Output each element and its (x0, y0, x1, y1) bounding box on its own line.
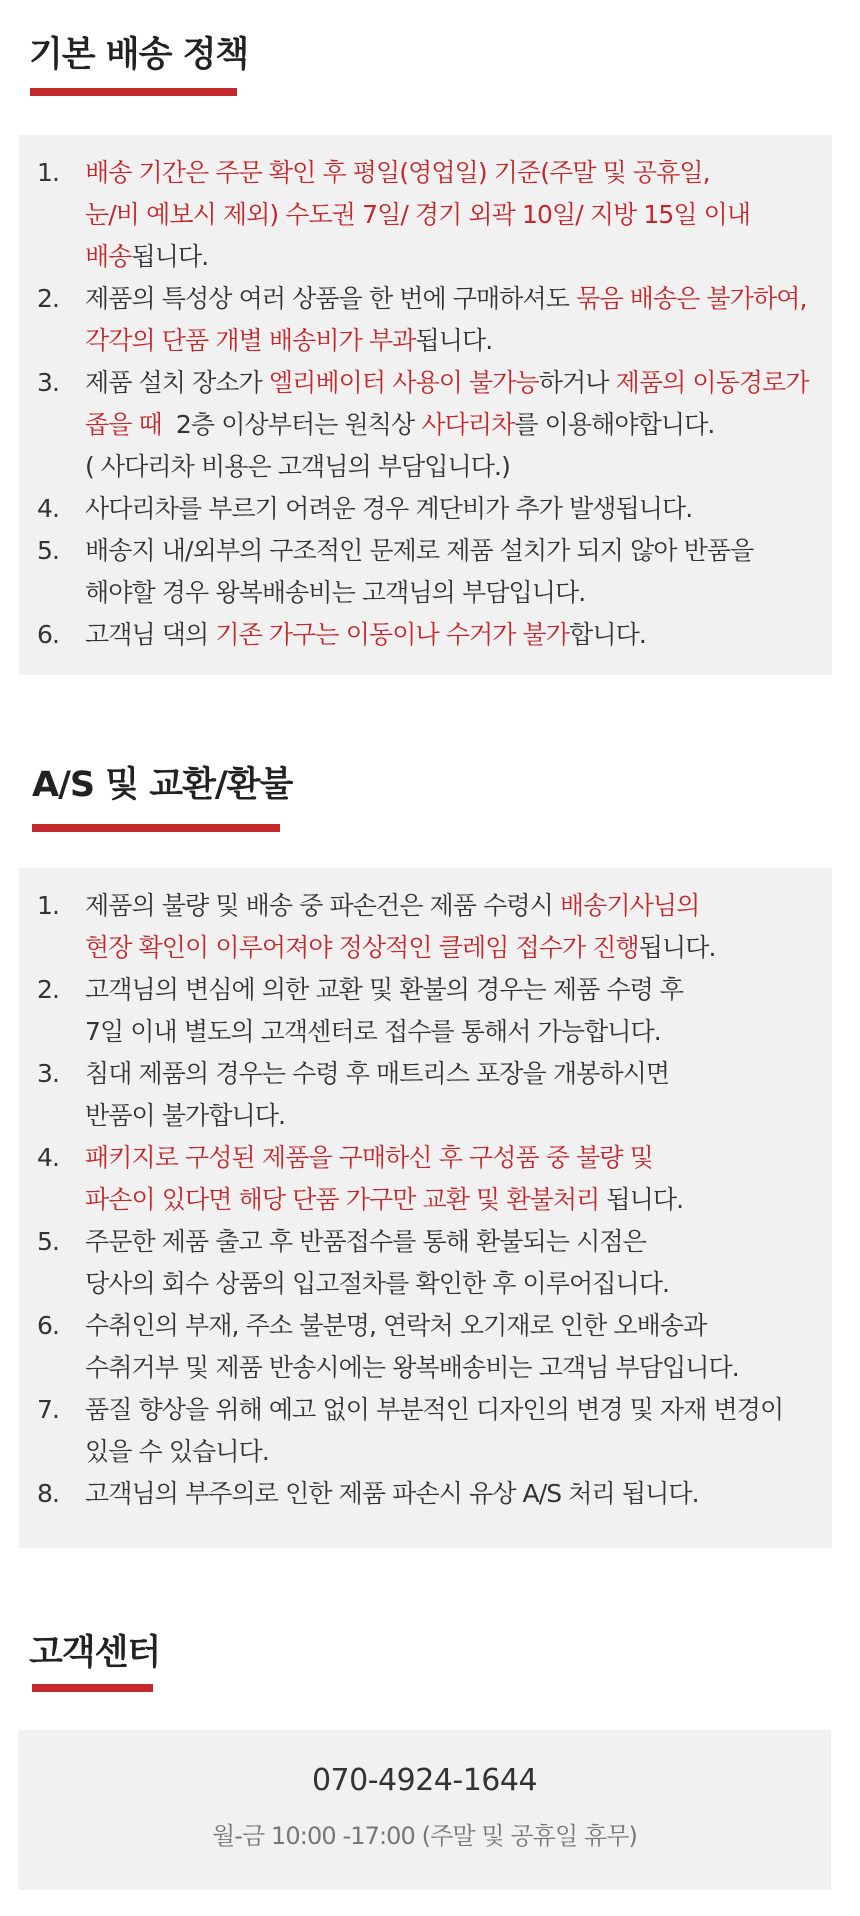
shipping-policy-list (37, 152, 827, 656)
highlight-text: 배송기사님의 (559, 891, 700, 920)
body-text: 수취거부 및 제품 반송시에는 왕복배송비는 고객님 부담입니다. (85, 1353, 739, 1382)
list-item (37, 969, 827, 1053)
item-number: 8. (37, 1479, 60, 1508)
list-item (37, 530, 827, 614)
highlight-text: 눈/비 예보시 제외) 수도권 7일/ 경기 외곽 10일/ 지방 15일 이내 (85, 200, 751, 229)
body-text: 주문한 제품 출고 후 반품접수를 통해 환불되는 시점은 (85, 1227, 646, 1256)
body-text: 품질 향상을 위해 예고 없이 부분적인 디자인의 변경 및 자재 변경이 (85, 1395, 784, 1424)
item-number: 5. (37, 536, 60, 565)
item-number: 4. (37, 494, 60, 523)
customer-center-title: 고객센터 (29, 1633, 161, 1673)
highlight-text: 현장 확인이 이루어져야 정상적인 클레임 접수가 진행 (85, 933, 639, 962)
highlight-text: 각각의 단품 개별 배송비가 부과 (85, 326, 416, 355)
body-text: 제품의 불량 및 배송 중 파손건은 제품 수령시 (85, 891, 560, 920)
highlight-text: 파손이 있다면 해당 단품 가구만 교환 및 환불처리 (85, 1185, 600, 1214)
body-text: 수취인의 부재, 주소 불분명, 연락처 오기재로 인한 오배송과 (85, 1311, 707, 1340)
highlight-text: 묶음 배송은 불가하여, (576, 284, 807, 313)
highlight-text: 기존 가구는 이동이나 수거가 불가 (215, 620, 570, 649)
item-number: 3. (37, 368, 60, 397)
body-text: 고객님의 부주의로 인한 제품 파손시 유상 A/S 처리 됩니다. (85, 1479, 699, 1508)
body-text: 2층 이상부터는 원칙상 (161, 410, 422, 439)
body-text: ( 사다리차 비용은 고객님의 부담입니다.) (85, 452, 510, 481)
body-text: 해야할 경우 왕복배송비는 고객님의 부담입니다. (85, 578, 586, 607)
item-number: 3. (37, 1059, 60, 1088)
body-text: 사다리차를 부르기 어려운 경우 계단비가 추가 발생됩니다. (85, 494, 693, 523)
body-text: 제품의 특성상 여러 상품을 한 번에 구매하셔도 (85, 284, 577, 313)
list-item (37, 1305, 827, 1389)
body-text: 제품 설치 장소가 (85, 368, 269, 397)
item-number: 1. (37, 158, 60, 187)
body-text: 됩니다. (131, 242, 209, 271)
highlight-text: 제품의 이동경로가 (615, 368, 809, 397)
shipping-title-underline (30, 88, 237, 96)
list-item (37, 1053, 827, 1137)
list-item (37, 362, 827, 488)
body-text: 합니다. (569, 620, 646, 649)
as-exchange-box (19, 868, 832, 1548)
body-text: 고객님의 변심에 의한 교환 및 환불의 경우는 제품 수령 후 (85, 975, 684, 1004)
item-number: 1. (37, 891, 60, 920)
list-item (37, 152, 827, 278)
highlight-text: 패키지로 구성된 제품을 구매하신 후 구성품 중 불량 및 (85, 1143, 653, 1172)
body-text: 를 이용해야합니다. (514, 410, 715, 439)
customer-center-underline (32, 1684, 153, 1692)
list-item (37, 614, 827, 656)
item-number: 5. (37, 1227, 60, 1256)
body-text: 됩니다. (599, 1185, 684, 1214)
highlight-text: 엘리베이터 사용이 불가능 (268, 368, 539, 397)
shipping-policy-box (19, 135, 832, 675)
list-item (37, 1473, 827, 1515)
as-title-underline (32, 824, 280, 832)
body-text: 배송지 내/외부의 구조적인 문제로 제품 설치가 되지 않아 반품을 (85, 536, 754, 565)
item-number: 7. (37, 1395, 60, 1424)
highlight-text: 사다리차 (421, 410, 515, 439)
body-text: 됩니다. (415, 326, 493, 355)
highlight-text: 좁을 때 (85, 410, 162, 439)
item-number: 6. (37, 1311, 60, 1340)
list-item (37, 278, 827, 362)
body-text: 있을 수 있습니다. (85, 1437, 269, 1466)
highlight-text: 배송 (85, 242, 132, 271)
as-exchange-list (37, 885, 827, 1515)
body-text: 됩니다. (638, 933, 716, 962)
customer-center-box (18, 1730, 831, 1890)
list-item (37, 1389, 827, 1473)
body-text: 반품이 불가합니다. (85, 1101, 286, 1130)
customer-center-phone[interactable]: 070-4924-1644 (311, 1763, 538, 1798)
body-text: 하거나 (538, 368, 616, 397)
body-text: 7일 이내 별도의 고객센터로 접수를 통해서 가능합니다. (85, 1017, 661, 1046)
as-exchange-title: A/S 및 교환/환불 (32, 765, 293, 805)
list-item (37, 1137, 827, 1221)
item-number: 2. (37, 975, 60, 1004)
body-text: 당사의 회수 상품의 입고절차를 확인한 후 이루어집니다. (85, 1269, 670, 1298)
list-item (37, 1221, 827, 1305)
item-number: 6. (37, 620, 60, 649)
list-item (37, 885, 827, 969)
item-number: 4. (37, 1143, 60, 1172)
highlight-text: 배송 기간은 주문 확인 후 평일(영업일) 기준(주말 및 공휴일, (85, 158, 710, 187)
body-text: 고객님 댁의 (85, 620, 216, 649)
body-text: 침대 제품의 경우는 수령 후 매트리스 포장을 개봉하시면 (85, 1059, 670, 1088)
item-number: 2. (37, 284, 60, 313)
shipping-policy-title: 기본 배송 정책 (29, 35, 249, 75)
list-item (37, 488, 827, 530)
customer-center-hours: 월-금 10:00 -17:00 (주말 및 공휴일 휴무) (212, 1822, 637, 1850)
